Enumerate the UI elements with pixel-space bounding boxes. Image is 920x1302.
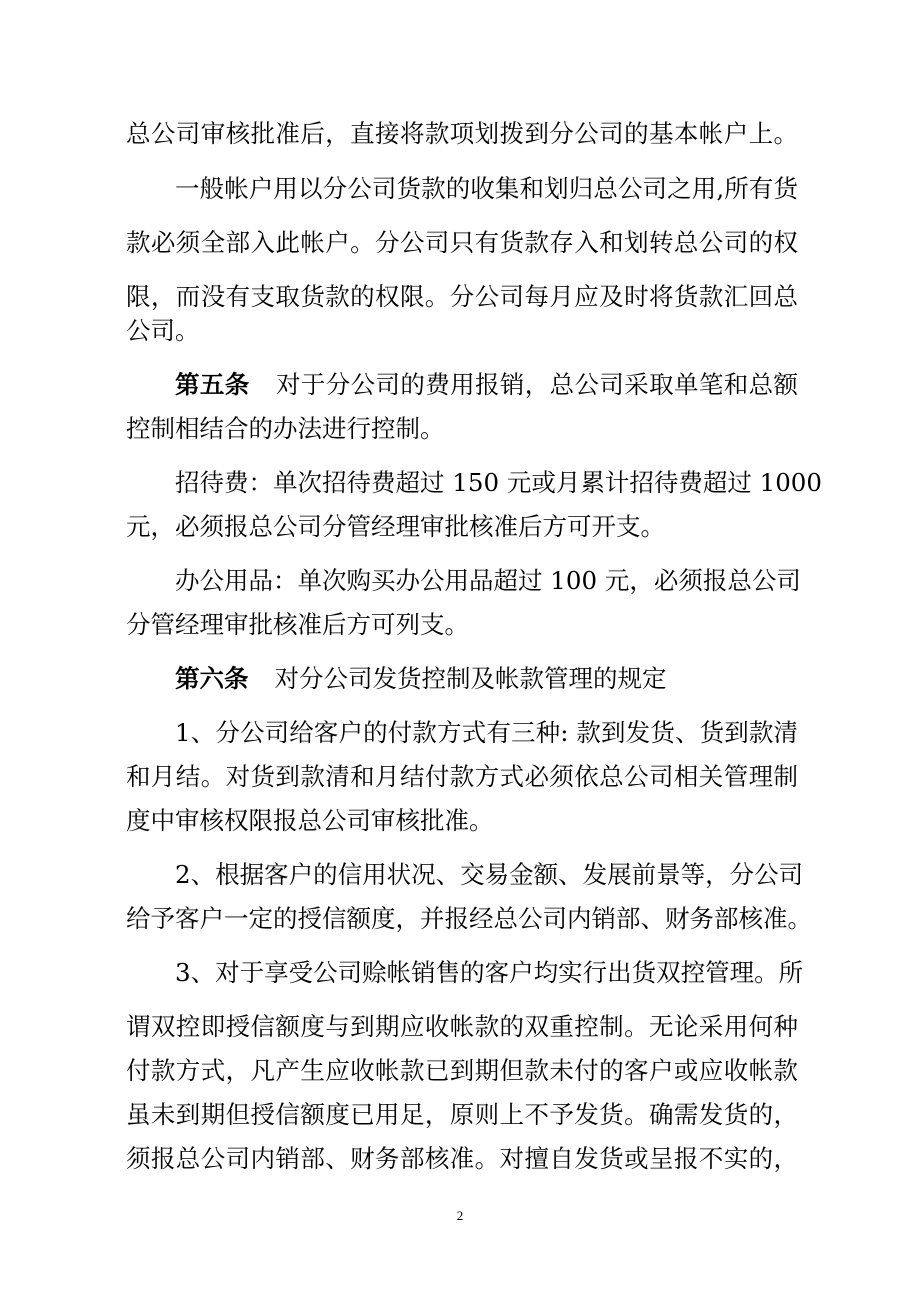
paragraph-line: 总公司审核批准后，直接将款项划拨到分公司的基本帐户上。 bbox=[126, 119, 798, 148]
paragraph-line: 1、分公司给客户的付款方式有三种: 款到发货、货到款清 bbox=[175, 718, 798, 747]
paragraph-line: 招待费：单次招待费超过 150 元或月累计招待费超过 1000 bbox=[175, 468, 822, 497]
paragraph-line: 元，必须报总公司分管经理审批核准后方可开支。 bbox=[126, 512, 665, 541]
paragraph-line: 分管经理审批核准后方可列支。 bbox=[126, 610, 469, 639]
paragraph-line: 3、对于享受公司赊帐销售的客户均实行出货双控管理。所 bbox=[175, 958, 804, 987]
paragraph-line: 款必须全部入此帐户。分公司只有货款存入和划转总公司的权 bbox=[126, 228, 798, 257]
paragraph-line: 和月结。对货到款清和月结付款方式必须依总公司相关管理制 bbox=[126, 762, 798, 791]
article-text: 对于分公司的费用报销，总公司采取单笔和总额 bbox=[275, 370, 798, 399]
article-line bbox=[175, 368, 798, 402]
paragraph-line: 须报总公司内销部、财务部核准。对擅自发货或呈报不实的， bbox=[126, 1144, 798, 1173]
article-line bbox=[175, 662, 798, 696]
page-number: 2 bbox=[456, 1208, 464, 1223]
paragraph-line: 谓双控即授信额度与到期应收帐款的双重控制。无论采用何种 bbox=[126, 1012, 798, 1041]
paragraph-line: 办公用品：单次购买办公用品超过 100 元，必须报总公司 bbox=[175, 566, 801, 595]
paragraph-line: 2、根据客户的信用状况、交易金额、发展前景等，分公司 bbox=[175, 860, 804, 889]
article-heading: 第五条 bbox=[175, 370, 250, 399]
article-heading: 第六条 bbox=[175, 664, 249, 693]
paragraph-line: 付款方式，凡产生应收帐款已到期但款未付的客户或应收帐款 bbox=[126, 1056, 798, 1085]
paragraph-line: 度中审核权限报总公司审核批准。 bbox=[126, 806, 494, 835]
paragraph-line: 公司。 bbox=[126, 316, 200, 345]
paragraph-line: 控制相结合的办法进行控制。 bbox=[126, 414, 445, 443]
paragraph-line: 虽未到期但授信额度已用足，原则上不予发货。确需发货的， bbox=[126, 1100, 798, 1129]
paragraph-line: 限，而没有支取货款的权限。分公司每月应及时将货款汇回总 bbox=[126, 282, 798, 311]
paragraph-line: 一般帐户用以分公司货款的收集和划归总公司之用,所有货 bbox=[175, 174, 798, 203]
article-text: 对分公司发货控制及帐款管理的规定 bbox=[274, 664, 667, 693]
paragraph-line: 给予客户一定的授信额度，并报经总公司内销部、财务部核准。 bbox=[126, 904, 812, 933]
